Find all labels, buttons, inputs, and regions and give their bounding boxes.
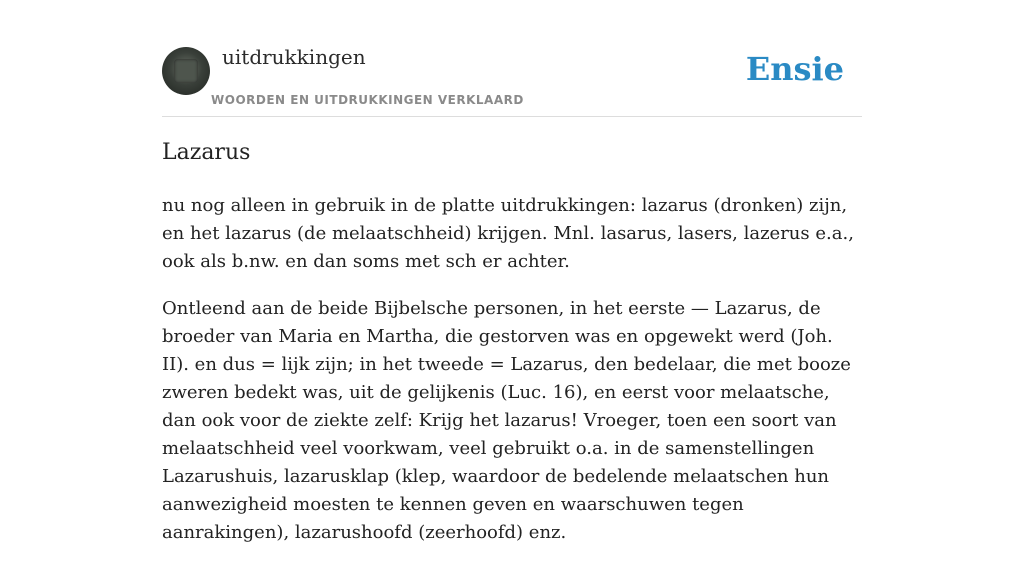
paragraph: Ontleend aan de beide Bijbelsche personen, in het eerste — Lazarus, de broeder van Maria en Martha, die gestorven was en opgewekt werd (Joh. II). en dus = lijk zijn; in het tweede = Lazarus, den bedelaar, die met booze zweren bedekt was, uit de gelijkenis (Luc. 16), en eerst voor melaatsche, dan ook voor de ziekte zelf: Krijg het lazarus! Vroeger, toen een soort van melaatschheid veel voorkwam, veel gebruikt o.a. in de samenstellingen Lazarushuis, lazarusklap (klep, waardoor de bedelende melaatschen hun aanwezigheid moesten te kennen geven en waarschuwen tegen aanrakingen), lazarushoofd (zeerhoofd) enz. bbox=[162, 298, 851, 543]
article-body bbox=[162, 192, 862, 566]
site-name[interactable]: uitdrukkingen bbox=[222, 45, 366, 69]
header bbox=[162, 0, 862, 117]
ensie-logo-link[interactable]: Ensie bbox=[745, 50, 844, 88]
avatar[interactable] bbox=[162, 47, 210, 95]
avatar-image bbox=[174, 59, 198, 83]
page-title: Lazarus bbox=[162, 140, 251, 165]
page bbox=[162, 0, 862, 543]
site-tagline: WOORDEN EN UITDRUKKINGEN VERKLAARD bbox=[211, 93, 524, 107]
paragraph: nu nog alleen in gebruik in de platte uitdrukkingen: lazarus (dronken) zijn, en het lazarus (de melaatschheid) krijgen. Mnl. lasarus, lasers, lazerus e.a., ook als b.nw. en dan soms met sch er achter. bbox=[162, 195, 854, 272]
